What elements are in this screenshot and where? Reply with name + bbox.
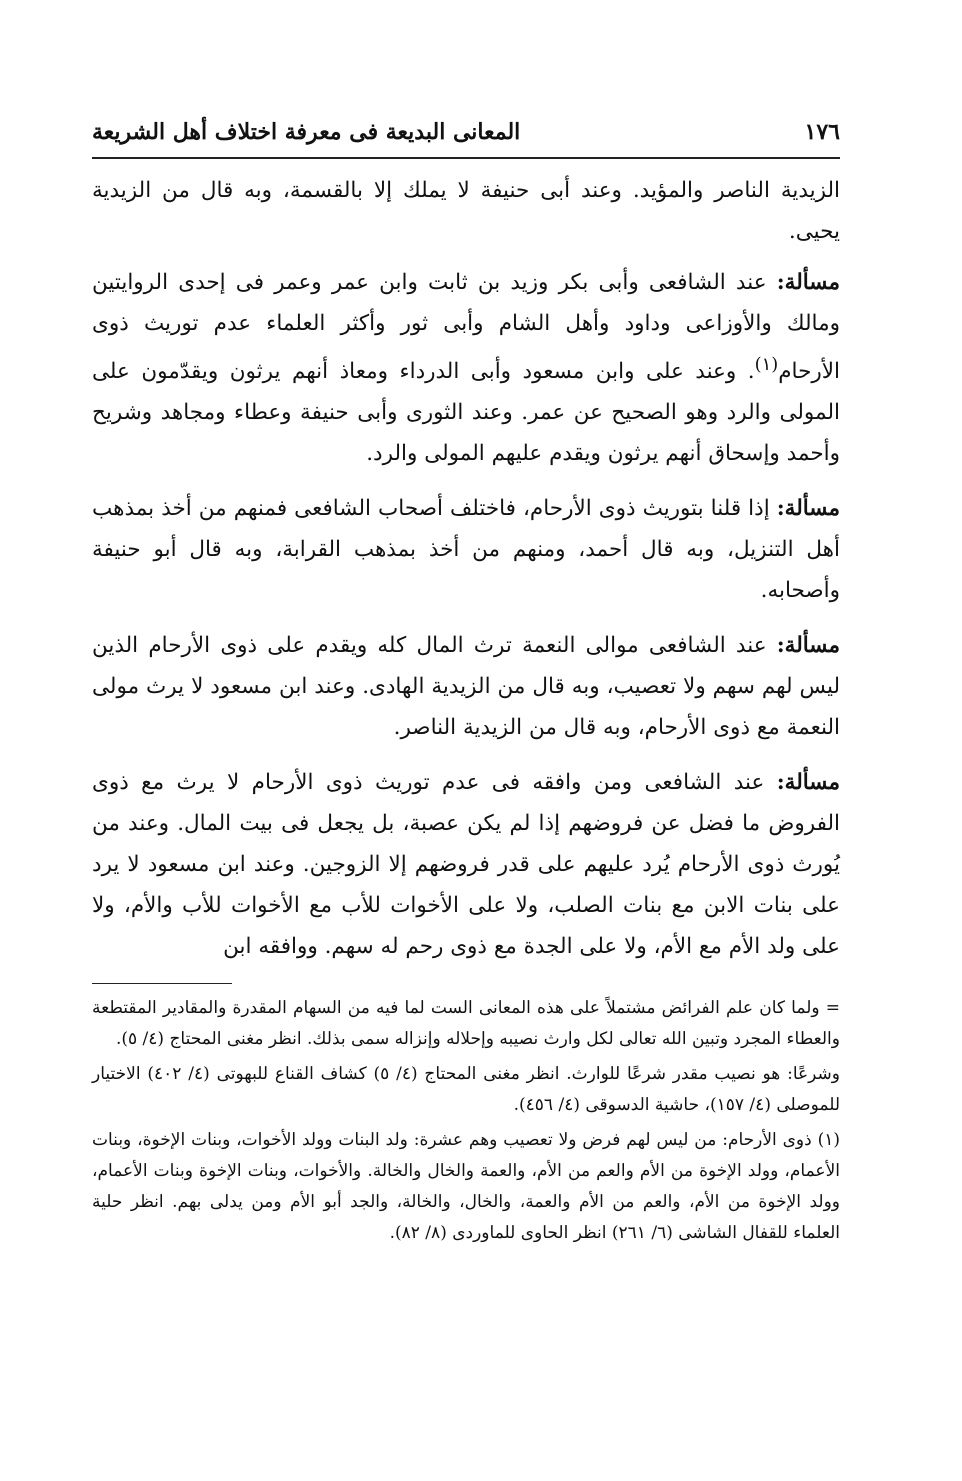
issue-paragraph-3 — [92, 625, 840, 748]
footnotes — [92, 993, 840, 1253]
footnote-definition: وشرعًا: هو نصيب مقدر شرعًا للوارث. انظر مغنى المحتاج (٤/ ٥) كشاف القناع للبهوتى (٤/ ٤٠٢) الاختيار للموصلى (٤/ ١٥٧)، حاشية الدسوقى (٤/ ٤٥٦). — [92, 1064, 840, 1115]
main-text — [92, 170, 840, 981]
issue-text: عند الشافعى ومن وافقه فى عدم توريث ذوى الأرحام لا يرث مع ذوى الفروض ما فضل عن فروضهم إذا لم يكن عصبة، بل يجعل فى بيت المال. وعند من يُورث ذوى الأرحام يُرد عليهم على قدر فروضهم إلا الزوجين. وعند ابن مسعود لا يرد على بنات الابن مع بنات الصلب، ولا على الأخوات للأب مع الأخوات للأب والأم، ولا على ولد الأم مع الأم، ولا على الجدة مع ذوى رحم له سهم. ووافقه ابن — [92, 770, 840, 960]
footnote-divider — [92, 983, 232, 984]
issue-paragraph-1 — [92, 262, 840, 474]
issue-term: مسألة: — [776, 496, 840, 522]
issue-paragraph-2 — [92, 488, 840, 611]
footnote-continuation: = ولما كان علم الفرائض مشتملاً على هذه المعانى الست لما فيه من السهام المقدرة والمقادير المقتطعة والعطاء المجرد وتبين الله تعالى لكل وارث نصيبه وإحلاله وإنزاله سمى بذلك. انظر مغنى المحتاج (٤/ ٥). — [92, 998, 840, 1049]
issue-term: مسألة: — [776, 270, 840, 295]
footnote-ref: (١) — [754, 354, 779, 375]
issue-text: إذا قلنا بتوريث ذوى الأرحام، فاختلف أصحاب الشافعى فمنهم من أخذ بمذهب أهل التنزيل، وبه قال أحمد، ومنهم من أخذ بمذهب القرابة، وبه قال أبو حنيفة وأصحابه. — [92, 496, 840, 604]
issue-text: عند الشافعى موالى النعمة ترث المال كله ويقدم على ذوى الأرحام الذين ليس لهم سهم ولا تعصيب، وبه قال من الزيدية الهادى. وعند ابن مسعود لا يرث مولى النعمة مع ذوى الأرحام، وبه قال من الزيدية الناصر. — [92, 633, 840, 741]
running-header — [92, 115, 840, 149]
issue-term: مسألة: — [776, 633, 840, 659]
intro-paragraph: الزيدية الناصر والمؤيد. وعند أبى حنيفة لا يملك إلا بالقسمة، وبه قال من الزيدية يحيى. — [92, 178, 840, 244]
footnote-1: (١) ذوى الأرحام: من ليس لهم فرض ولا تعصيب وهم عشرة: ولد البنات وولد الأخوات، وبنات الإخوة، وبنات الأعمام، وولد الإخوة من الأم والعم من الأم، والعمة والخال والخالة. والأخوات، وبنات الإخوة وبنات الأعمام، وولد الإخوة من الأم، والعم من الأم والعمة، والخال، والخالة، والجد أبو الأم ومن يدلى بهم. انظر حلية العلماء للقفال الشاشى (٦/ ٢٦١) انظر الحاوى للماوردى (٨/ ٨٢). — [92, 1130, 840, 1243]
page-number: ١٧٦ — [804, 119, 840, 145]
issue-term: مسألة: — [776, 770, 840, 796]
issue-paragraph-4 — [92, 762, 840, 967]
book-title: المعانى البديعة فى معرفة اختلاف أهل الشريعة — [92, 119, 521, 145]
issue-text: عند الشافعى وأبى بكر وزيد بن ثابت وابن عمر وعمر فى إحدى الروايتين ومالك والأوزاعى وداود وأهل الشام وأبى ثور وأكثر العلماء عدم توريث ذوى الأرحام — [92, 270, 840, 385]
issue-text-cont: . وعند على وابن مسعود وأبى الدرداء ومعاذ أنهم يرثون ويقدّمون على المولى والرد وهو الصحيح عن عمر. وعند الثورى وأبى حنيفة وعطاء ومجاهد وشريح وأحمد وإسحاق أنهم يرثون ويقدم عليهم المولى والرد. — [92, 359, 840, 467]
header-divider — [92, 157, 840, 159]
